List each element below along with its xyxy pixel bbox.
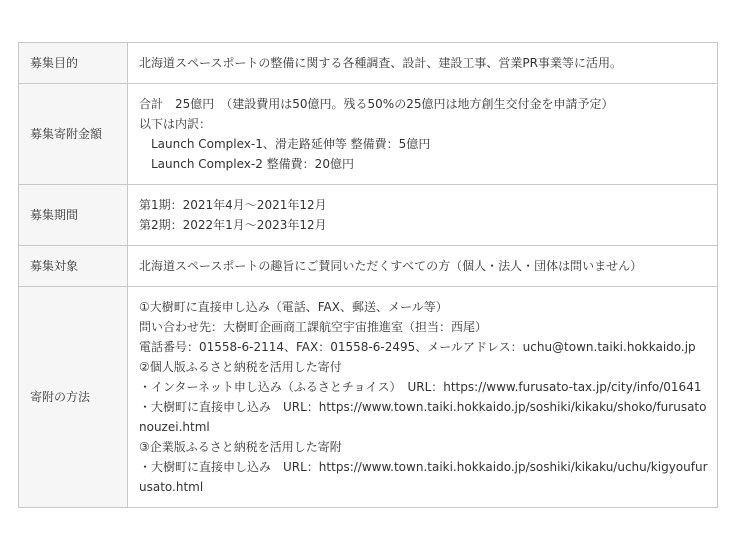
row-label: 募集期間 [19, 185, 128, 246]
content-line: 第1期：2021年4月～2021年12月 [139, 198, 327, 212]
content-line: ・大樹町に直接申し込み URL：https://www.town.taiki.hokkaido.jp/soshiki/kikaku/uchu/kigyoufurusato.html [139, 460, 708, 494]
content-line: Launch Complex-1、滑走路延伸等 整備費：5億円 [139, 137, 431, 151]
row-label: 募集寄附金額 [19, 84, 128, 185]
table-row-target [19, 246, 718, 287]
content-line: 第2期：2022年1月～2023年12月 [139, 218, 327, 232]
row-content [128, 246, 718, 287]
donation-info-section [18, 42, 718, 508]
content-line: 合計 25億円 （建設費用は50億円。残る50%の25億円は地方創生交付金を申請予定） [139, 97, 614, 111]
content-line: ①大樹町に直接申し込み（電話、FAX、郵送、メール等） [139, 300, 448, 314]
row-content [128, 84, 718, 185]
content-line: 北海道スペースポートの趣旨にご賛同いただくすべての方（個人・法人・団体は問いません） [139, 259, 643, 273]
row-label: 寄附の方法 [19, 287, 128, 508]
content-line: ②個人版ふるさと納税を活用した寄付 [139, 360, 342, 374]
row-content [128, 43, 718, 84]
table-row-purpose [19, 43, 718, 84]
row-label: 募集目的 [19, 43, 128, 84]
content-line: 電話番号：01558-6-2114、FAX：01558-6-2495、メールアドレス：uchu@town.taiki.hokkaido.jp [139, 340, 696, 354]
row-label: 募集対象 [19, 246, 128, 287]
content-line: 以下は内訳： [139, 117, 212, 131]
row-content [128, 287, 718, 508]
content-line: ・大樹町に直接申し込み URL：https://www.town.taiki.hokkaido.jp/soshiki/kikaku/shoko/furusatonouzei.html [139, 400, 707, 434]
content-line: ・インターネット申し込み（ふるさとチョイス） URL：https://www.furusato-tax.jp/city/info/01641 [139, 380, 702, 394]
table-row-method [19, 287, 718, 508]
content-line: 問い合わせ先：大樹町企画商工課航空宇宙推進室（担当：西尾） [139, 320, 488, 334]
row-content [128, 185, 718, 246]
content-line: Launch Complex-2 整備費：20億円 [139, 157, 354, 171]
table-row-period [19, 185, 718, 246]
table-row-amount [19, 84, 718, 185]
content-line: 北海道スペースポートの整備に関する各種調査、設計、建設工事、営業PR事業等に活用。 [139, 56, 622, 70]
content-line: ③企業版ふるさと納税を活用した寄附 [139, 440, 342, 454]
donation-info-table [18, 42, 718, 508]
